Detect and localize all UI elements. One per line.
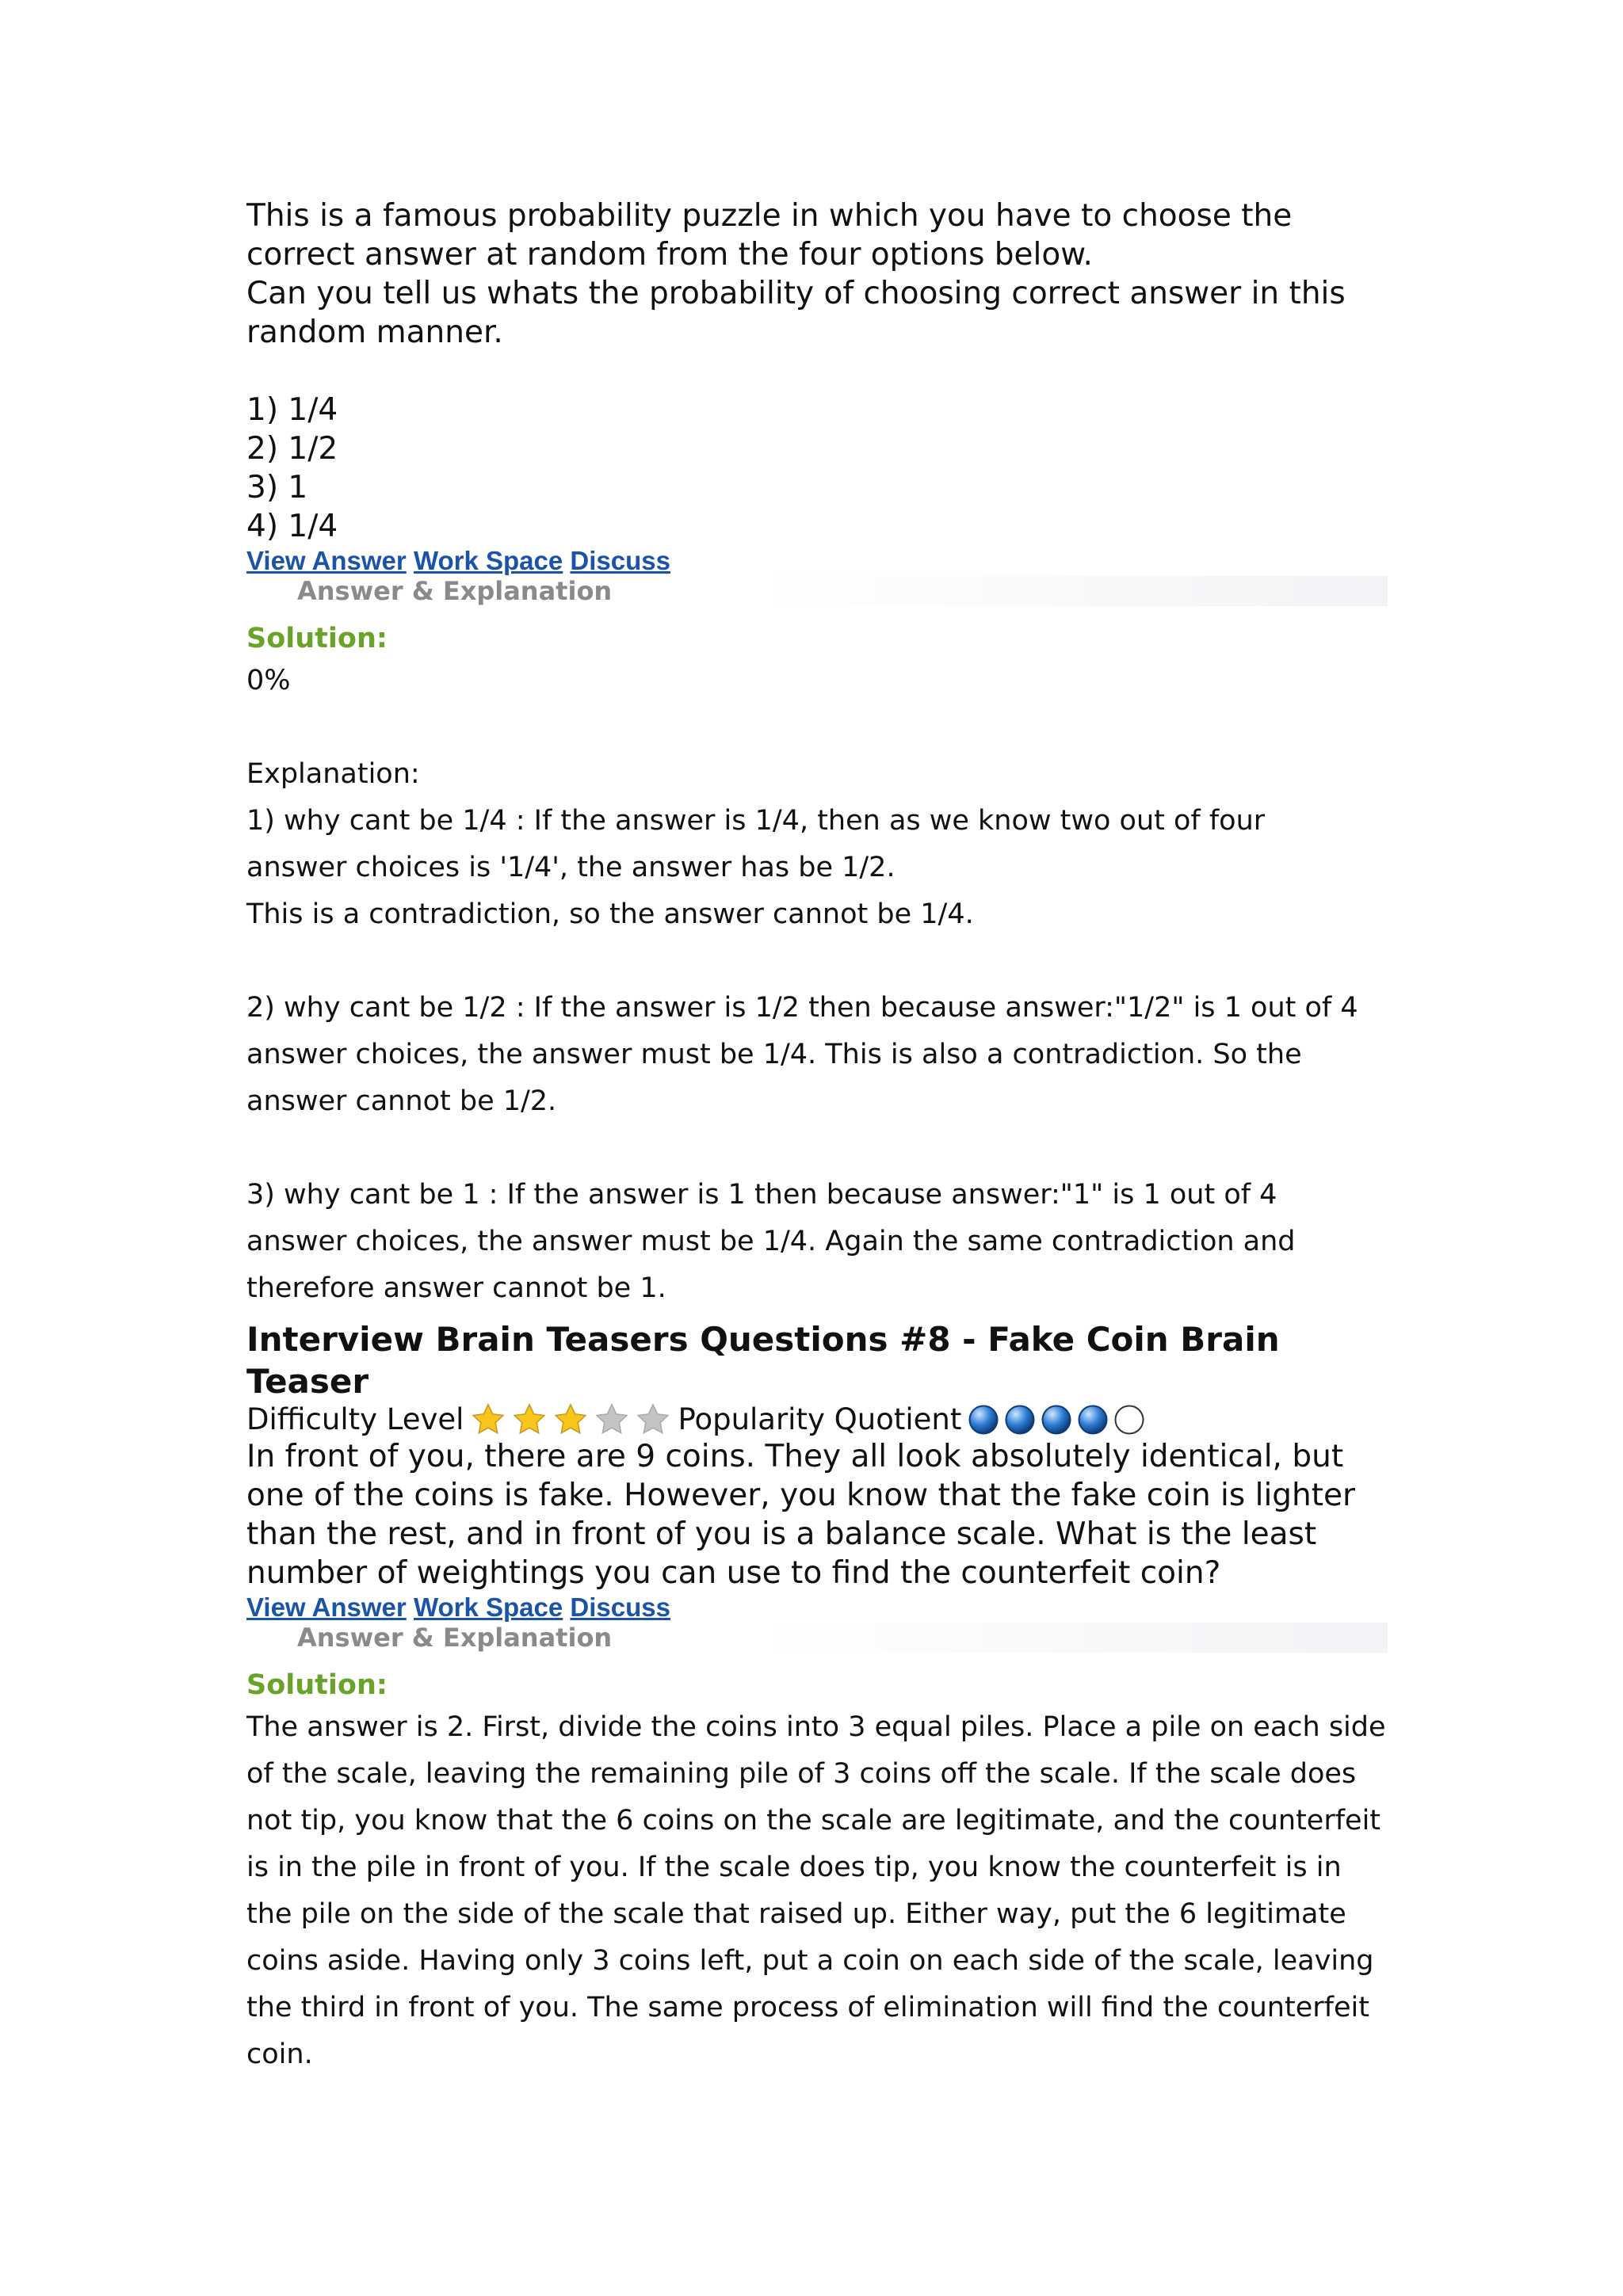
solution-line: The answer is 2. First, divide the coins into 3 equal piles. Place a pile on each side — [246, 1711, 1386, 1743]
orb-empty-icon — [1113, 1404, 1145, 1436]
view-answer-link[interactable]: View Answer — [246, 1592, 407, 1622]
question-text-line: random manner. — [246, 315, 503, 350]
popularity-rating — [968, 1404, 1145, 1436]
explanation-line: therefore answer cannot be 1. — [246, 1272, 666, 1304]
question-title: Interview Brain Teasers Questions #8 - Fake Coin Brain Teaser — [246, 1320, 1280, 1401]
work-space-link[interactable]: Work Space — [413, 546, 563, 575]
solution-label: Solution: — [246, 1669, 388, 1701]
question-text-line: than the rest, and in front of you is a balance scale. What is the least — [246, 1516, 1317, 1552]
solution-line: the pile on the side of the scale that raised up. Either way, put the 6 legitimate — [246, 1898, 1346, 1930]
orb-filled-icon — [1004, 1404, 1036, 1436]
explanation-line: answer cannot be 1/2. — [246, 1085, 557, 1117]
rating-row — [246, 1402, 1388, 1437]
option-2: 2) 1/2 — [246, 431, 338, 467]
explanation-line: answer choices is '1/4', the answer has be 1/2. — [246, 852, 896, 883]
question-text-line: number of weightings you can use to find the counterfeit coin? — [246, 1555, 1221, 1591]
discuss-link[interactable]: Discuss — [570, 1592, 670, 1622]
explanation-line: 2) why cant be 1/2 : If the answer is 1/2 then because answer:"1/2" is 1 out of 4 — [246, 992, 1358, 1024]
orb-filled-icon — [1077, 1404, 1109, 1436]
question-8 — [246, 1318, 1388, 2078]
question-text-line: In front of you, there are 9 coins. They all look absolutely identical, but — [246, 1439, 1344, 1474]
answer-links — [246, 546, 1388, 576]
option-4: 4) 1/4 — [246, 509, 338, 544]
star-filled-icon — [511, 1402, 548, 1437]
orb-filled-icon — [968, 1404, 999, 1436]
star-filled-icon — [552, 1402, 589, 1437]
solution-line: coins aside. Having only 3 coins left, put a coin on each side of the scale, leaving — [246, 1945, 1374, 1977]
explanation-line: 1) why cant be 1/4 : If the answer is 1/4, then as we know two out of four — [246, 805, 1266, 837]
page-content — [246, 196, 1388, 2078]
solution-line: is in the pile in front of you. If the scale does tip, you know the counterfeit is in — [246, 1852, 1342, 1883]
answer-value: 0% — [246, 665, 291, 696]
solution-line: coin. — [246, 2039, 313, 2070]
answer-explanation-header: Answer & Explanation — [246, 576, 1388, 606]
star-empty-icon — [635, 1402, 671, 1437]
solution-line: not tip, you know that the 6 coins on the scale are legitimate, and the counterfeit — [246, 1805, 1381, 1836]
explanation-line: answer choices, the answer must be 1/4. This is also a contradiction. So the — [246, 1039, 1302, 1070]
answer-explanation-header: Answer & Explanation — [246, 1623, 1388, 1653]
explanation-label: Explanation: — [246, 758, 420, 790]
explanation-line: answer choices, the answer must be 1/4. Again the same contradiction and — [246, 1226, 1296, 1257]
explanation-line: 3) why cant be 1 : If the answer is 1 then because answer:"1" is 1 out of 4 — [246, 1179, 1277, 1211]
option-1: 1) 1/4 — [246, 392, 338, 428]
difficulty-label: Difficulty Level — [246, 1402, 464, 1436]
solution-line: of the scale, leaving the remaining pile of 3 coins off the scale. If the scale does — [246, 1758, 1357, 1790]
work-space-link[interactable]: Work Space — [413, 1592, 563, 1622]
question-text-line: This is a famous probability puzzle in which you have to choose the — [246, 198, 1293, 234]
discuss-link[interactable]: Discuss — [570, 546, 670, 575]
option-3: 3) 1 — [246, 470, 308, 505]
question-text-line: correct answer at random from the four options below. — [246, 237, 1093, 273]
solution-label: Solution: — [246, 623, 388, 654]
question-text-line: one of the coins is fake. However, you know that the fake coin is lighter — [246, 1478, 1356, 1513]
answer-links — [246, 1592, 1388, 1623]
popularity-label: Popularity Quotient — [678, 1402, 962, 1436]
explanation-line: This is a contradiction, so the answer cannot be 1/4. — [246, 898, 974, 930]
solution-line: the third in front of you. The same process of elimination will find the counterfeit — [246, 1992, 1369, 2023]
orb-filled-icon — [1041, 1404, 1072, 1436]
difficulty-rating — [470, 1402, 671, 1437]
star-filled-icon — [470, 1402, 506, 1437]
star-empty-icon — [594, 1402, 630, 1437]
view-answer-link[interactable]: View Answer — [246, 546, 407, 575]
question-7 — [246, 196, 1388, 1312]
question-text-line: Can you tell us whats the probability of choosing correct answer in this — [246, 276, 1346, 311]
